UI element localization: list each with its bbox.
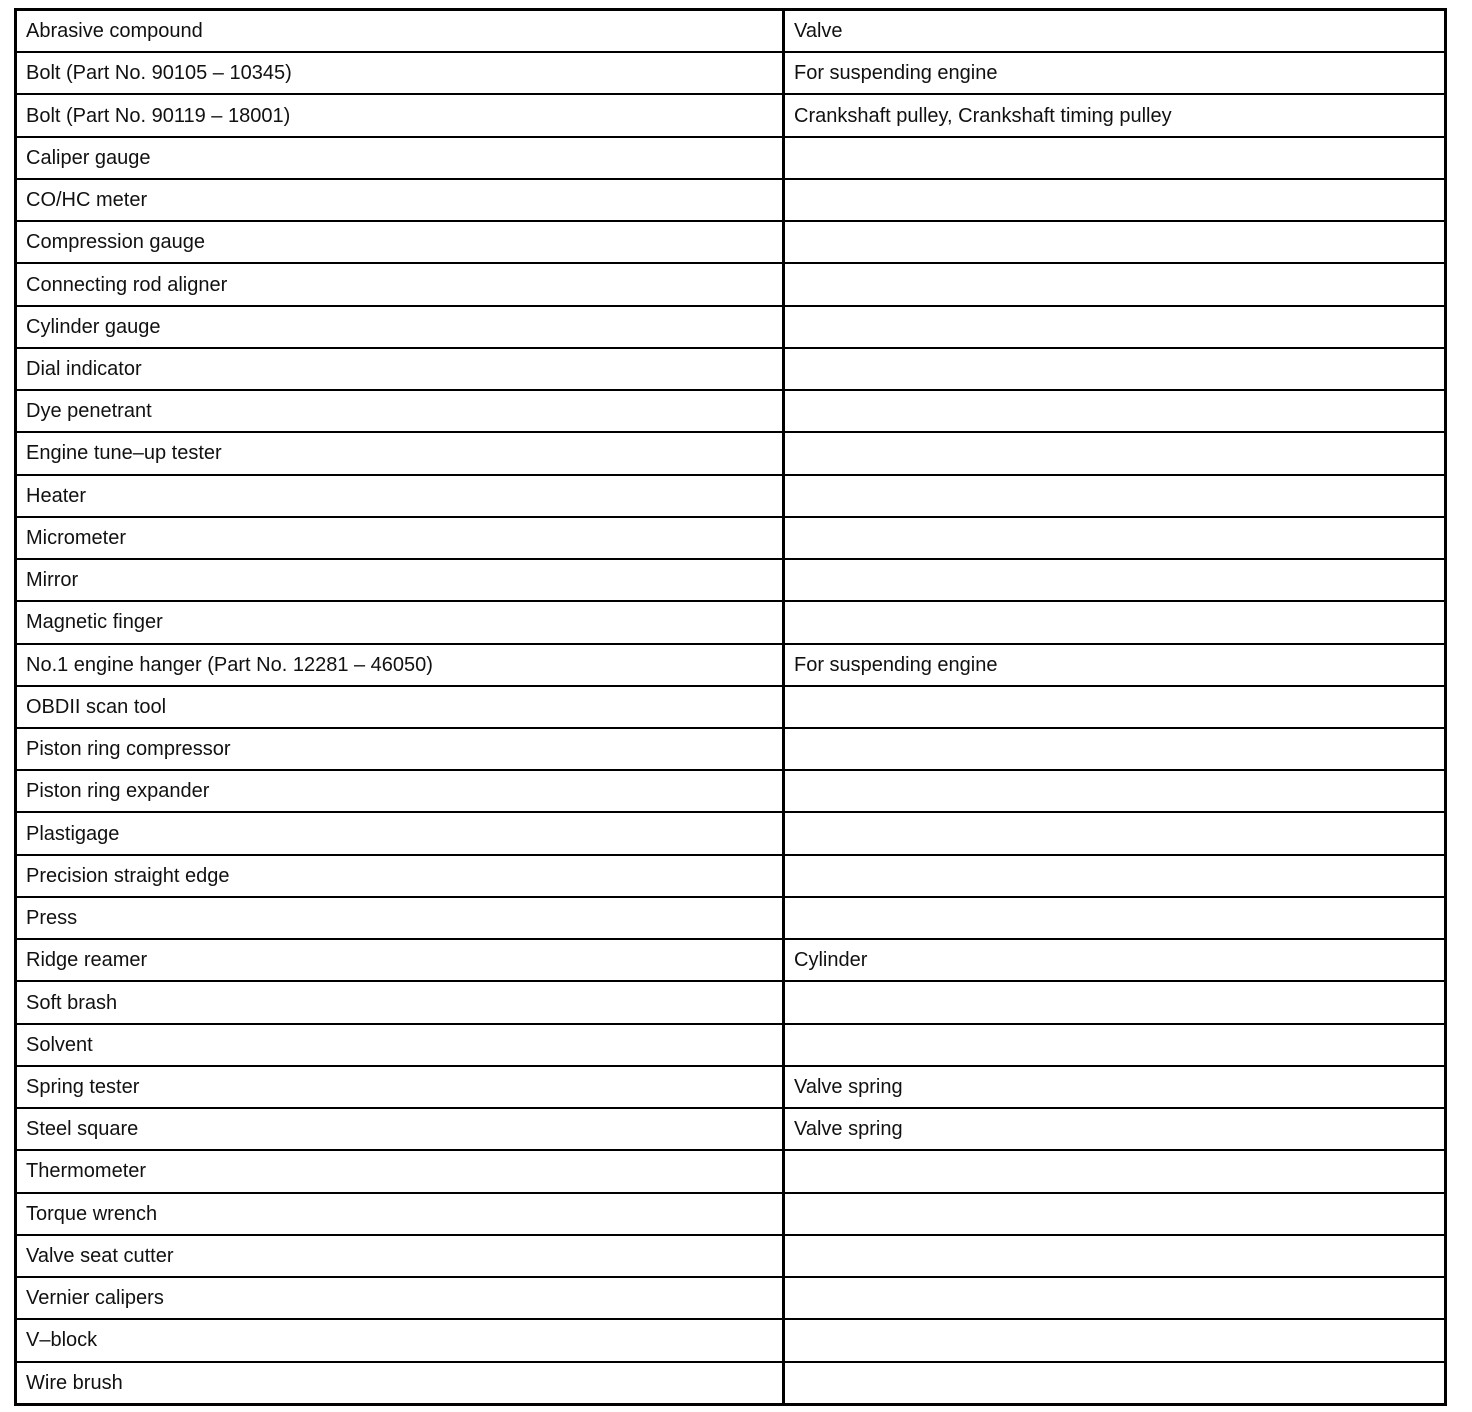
tool-equipment-table: [14, 8, 1447, 1406]
tool-name-cell: Thermometer: [16, 1150, 784, 1192]
tool-name-cell: Piston ring compressor: [16, 728, 784, 770]
table-body: [16, 10, 1446, 1405]
tool-usage-cell: [784, 1193, 1446, 1235]
tool-name-cell: Dye penetrant: [16, 390, 784, 432]
tool-usage-cell: [784, 855, 1446, 897]
tool-name-cell: Spring tester: [16, 1066, 784, 1108]
tool-usage-cell: [784, 728, 1446, 770]
table-row: [16, 1066, 1446, 1108]
table-row: [16, 897, 1446, 939]
tool-usage-cell: [784, 1024, 1446, 1066]
table-row: [16, 1319, 1446, 1361]
tool-name-cell: Engine tune–up tester: [16, 432, 784, 474]
tool-name-cell: Dial indicator: [16, 348, 784, 390]
table-row: [16, 1108, 1446, 1150]
tool-name-cell: Steel square: [16, 1108, 784, 1150]
tool-name-cell: OBDII scan tool: [16, 686, 784, 728]
table-row: [16, 559, 1446, 601]
tool-name-cell: Solvent: [16, 1024, 784, 1066]
tool-usage-cell: [784, 137, 1446, 179]
table-row: [16, 263, 1446, 305]
table-row: [16, 601, 1446, 643]
tool-usage-cell: [784, 812, 1446, 854]
table-row: [16, 475, 1446, 517]
table-row: [16, 390, 1446, 432]
tool-usage-cell: [784, 1235, 1446, 1277]
tool-usage-cell: [784, 1150, 1446, 1192]
table-row: [16, 1235, 1446, 1277]
tool-usage-cell: [784, 981, 1446, 1023]
tool-usage-cell: [784, 1362, 1446, 1405]
table-row: [16, 137, 1446, 179]
tool-usage-cell: [784, 179, 1446, 221]
tool-name-cell: Press: [16, 897, 784, 939]
tool-name-cell: Mirror: [16, 559, 784, 601]
table-row: [16, 981, 1446, 1023]
tool-name-cell: Heater: [16, 475, 784, 517]
table-row: [16, 1277, 1446, 1319]
tool-name-cell: Micrometer: [16, 517, 784, 559]
tool-usage-cell: Valve: [784, 10, 1446, 53]
table-row: [16, 1150, 1446, 1192]
table-row: [16, 432, 1446, 474]
tool-name-cell: Caliper gauge: [16, 137, 784, 179]
table-row: [16, 855, 1446, 897]
tool-usage-cell: [784, 221, 1446, 263]
tool-usage-cell: [784, 390, 1446, 432]
table-row: [16, 517, 1446, 559]
tool-name-cell: V–block: [16, 1319, 784, 1361]
tool-name-cell: Vernier calipers: [16, 1277, 784, 1319]
tool-usage-cell: [784, 559, 1446, 601]
tool-name-cell: CO/HC meter: [16, 179, 784, 221]
table-row: [16, 939, 1446, 981]
tool-name-cell: Abrasive compound: [16, 10, 784, 53]
tool-usage-cell: For suspending engine: [784, 644, 1446, 686]
tool-name-cell: Plastigage: [16, 812, 784, 854]
tool-usage-cell: [784, 348, 1446, 390]
table-row: [16, 221, 1446, 263]
table-row: [16, 1362, 1446, 1405]
tool-usage-cell: Valve spring: [784, 1108, 1446, 1150]
table-row: [16, 10, 1446, 53]
tool-usage-cell: Crankshaft pulley, Crankshaft timing pulley: [784, 94, 1446, 136]
tool-usage-cell: [784, 686, 1446, 728]
tool-name-cell: Cylinder gauge: [16, 306, 784, 348]
table-row: [16, 348, 1446, 390]
tool-usage-cell: Valve spring: [784, 1066, 1446, 1108]
tool-usage-cell: Cylinder: [784, 939, 1446, 981]
tool-usage-cell: [784, 306, 1446, 348]
tool-name-cell: Wire brush: [16, 1362, 784, 1405]
tool-name-cell: Valve seat cutter: [16, 1235, 784, 1277]
tool-name-cell: Torque wrench: [16, 1193, 784, 1235]
tool-name-cell: Ridge reamer: [16, 939, 784, 981]
tool-name-cell: No.1 engine hanger (Part No. 12281 – 46050): [16, 644, 784, 686]
table-row: [16, 686, 1446, 728]
table-row: [16, 770, 1446, 812]
table-row: [16, 179, 1446, 221]
table-row: [16, 1193, 1446, 1235]
tool-usage-cell: [784, 432, 1446, 474]
tool-name-cell: Compression gauge: [16, 221, 784, 263]
table-row: [16, 644, 1446, 686]
tool-name-cell: Connecting rod aligner: [16, 263, 784, 305]
tool-name-cell: Soft brash: [16, 981, 784, 1023]
tool-usage-cell: [784, 897, 1446, 939]
tool-usage-cell: [784, 475, 1446, 517]
tool-name-cell: Piston ring expander: [16, 770, 784, 812]
table-row: [16, 94, 1446, 136]
tool-usage-cell: [784, 770, 1446, 812]
tool-usage-cell: [784, 601, 1446, 643]
tool-usage-cell: [784, 1319, 1446, 1361]
table-row: [16, 812, 1446, 854]
table-row: [16, 1024, 1446, 1066]
tool-usage-cell: [784, 1277, 1446, 1319]
table-row: [16, 306, 1446, 348]
table-row: [16, 52, 1446, 94]
tool-usage-cell: [784, 263, 1446, 305]
tool-name-cell: Bolt (Part No. 90119 – 18001): [16, 94, 784, 136]
tool-name-cell: Precision straight edge: [16, 855, 784, 897]
tool-usage-cell: For suspending engine: [784, 52, 1446, 94]
tool-name-cell: Magnetic finger: [16, 601, 784, 643]
table-row: [16, 728, 1446, 770]
tool-usage-cell: [784, 517, 1446, 559]
tool-name-cell: Bolt (Part No. 90105 – 10345): [16, 52, 784, 94]
